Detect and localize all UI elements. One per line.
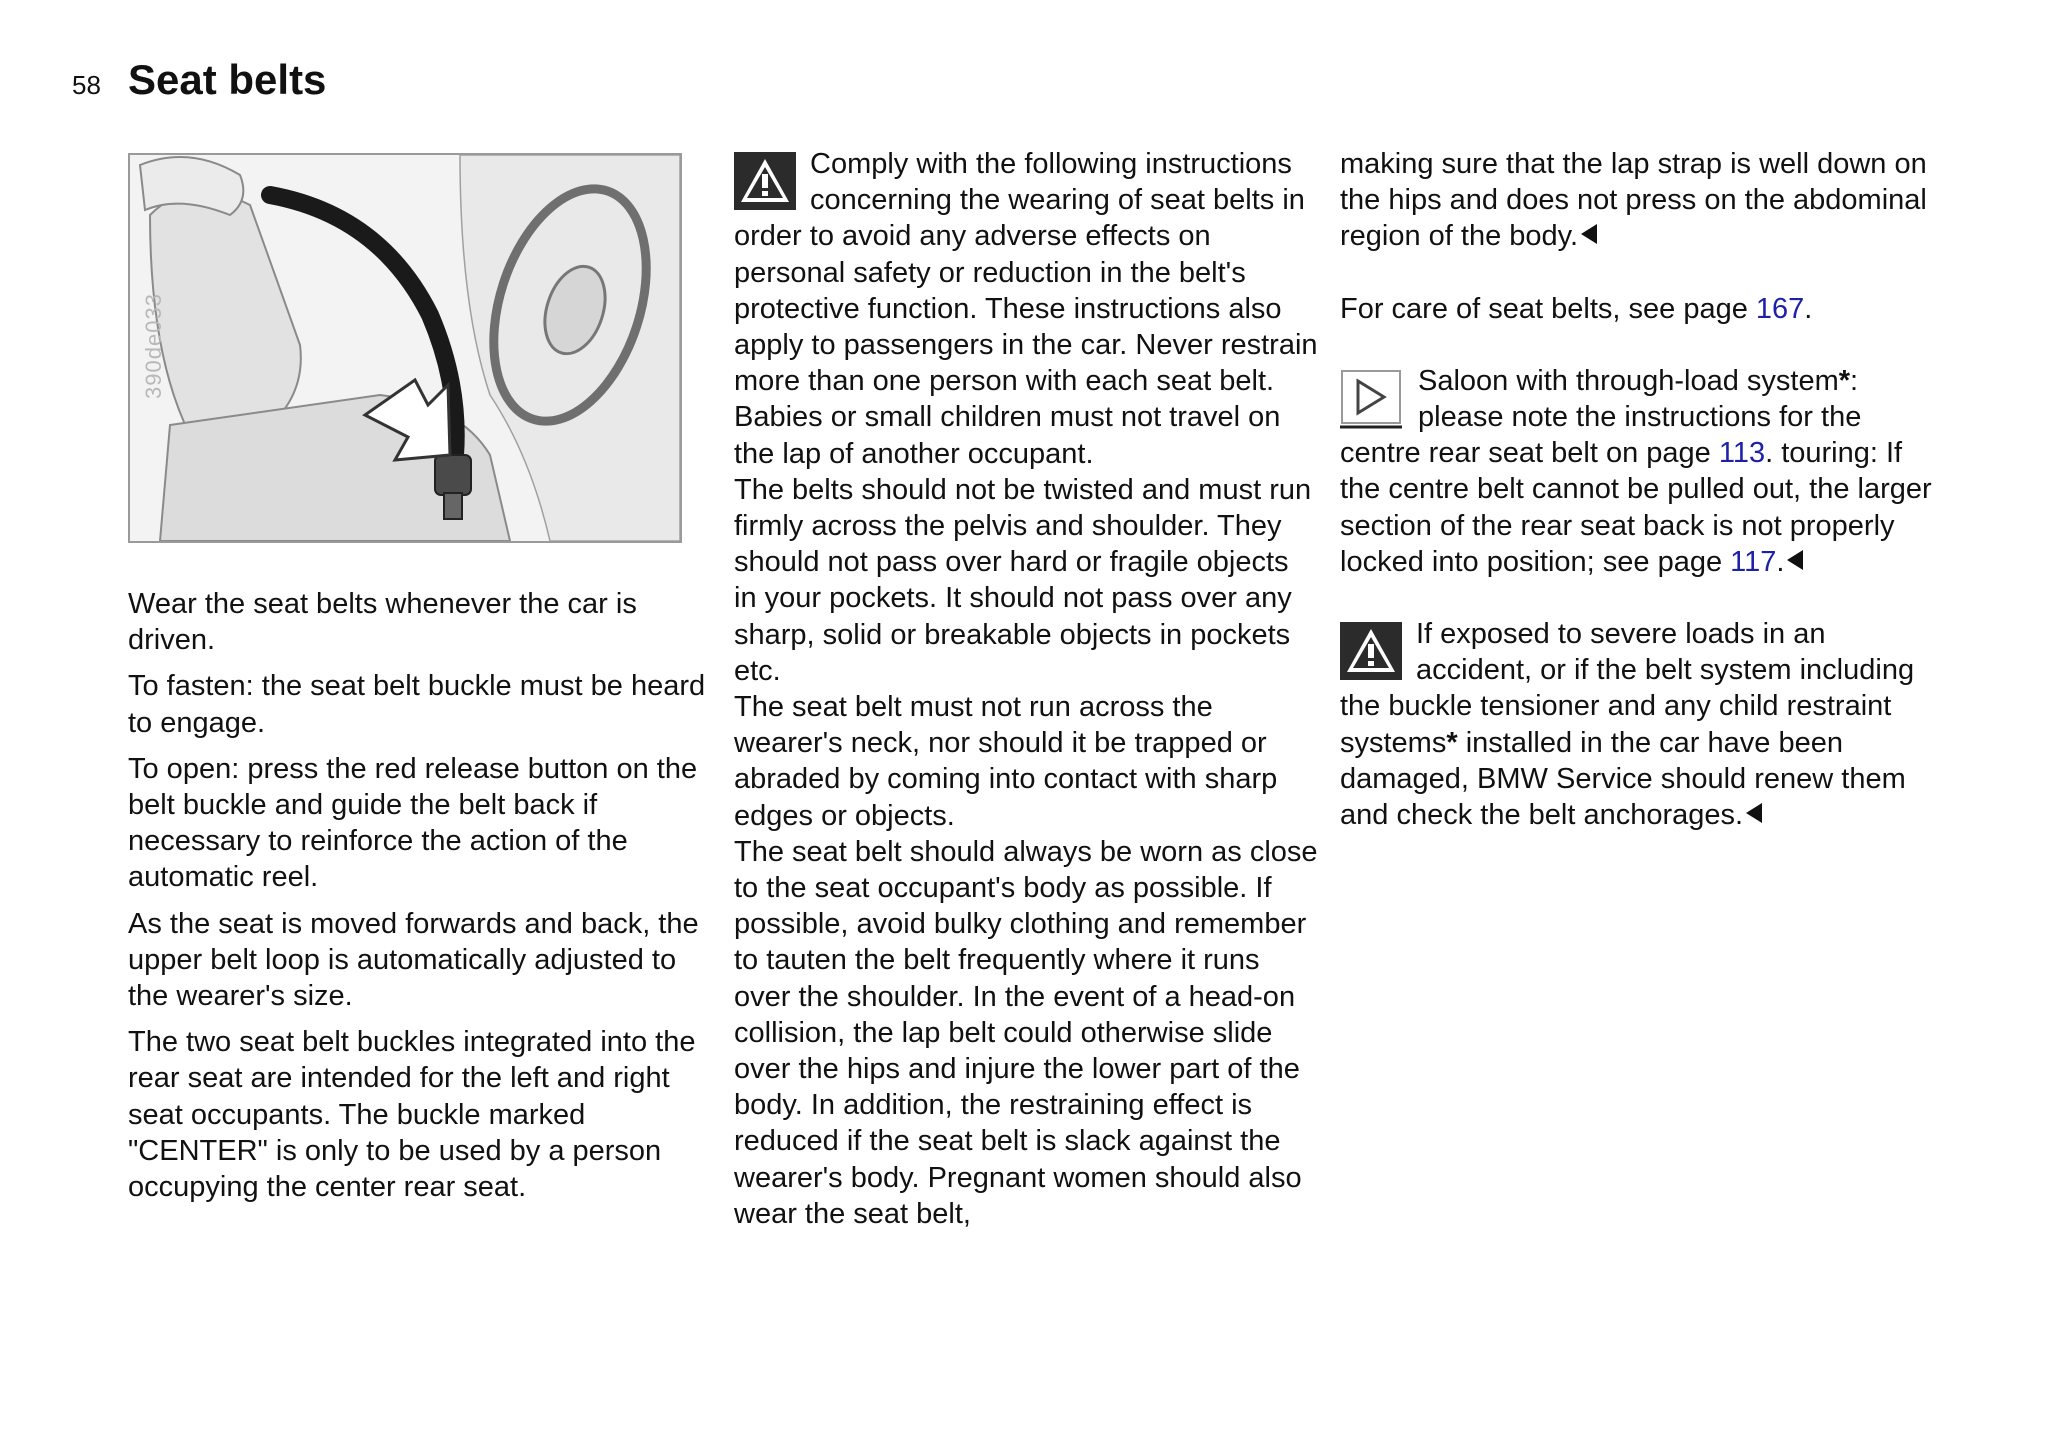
note-page-link-2[interactable]: 117 — [1730, 545, 1777, 578]
end-of-section-icon — [1581, 224, 1597, 244]
paragraph-wear: Wear the seat belts whenever the car is driven. — [128, 588, 637, 657]
warning-severe-suffix: installed in the car have been damaged, BMW Service should renew them and check the belt anchorages. — [1340, 726, 1906, 832]
care-text: For care of seat belts, see page — [1340, 292, 1756, 325]
seat-belt-illustration — [128, 153, 682, 543]
warning-asterisk: * — [1446, 726, 1458, 759]
end-of-section-icon — [1787, 550, 1803, 570]
care-suffix: . — [1804, 292, 1813, 325]
paragraph-belts-twisted: The belts should not be twisted and must run firmly across the pelvis and shoulder. They should not pass over hard or fragile objects in your pockets. It should not pass over any sharp, solid or breakable objects in pockets etc. — [734, 473, 1312, 687]
warning-severe-loads — [1340, 616, 1940, 833]
left-column — [128, 586, 708, 1215]
paragraph-belt-close: The seat belt should always be worn as close to the seat occupant's body as possible. If possible, avoid bulky clothing and remember to tauten the belt frequently where it runs over the shoulder. In the event of a head-on collision, the lap belt could otherwise slide over the hips and injure the lower part of the body. In addition, the restraining effect is reduced if the seat belt is slack against the wearer's body. Pregnant women should also wear the seat belt, — [734, 835, 1318, 1230]
warning-icon — [734, 152, 796, 210]
note-body-touring: . touring: If the centre belt cannot be pulled out, the larger section of the rear seat back is not properly locked into position; see page — [1340, 437, 1932, 578]
warning-seatbelt-instructions: Comply with the following instructions concerning the wearing of seat belts in order to avoid any adverse effects on personal safety or reduction in the belt's protective function. These instructions also apply to passengers in the car. Never restrain more than one person with each seat belt. Babies or small children must not travel on the lap of another occupant. — [734, 148, 1318, 470]
note-page-link[interactable]: 113 — [1718, 437, 1766, 470]
note-through-load — [1340, 363, 1940, 580]
lap-strap-text: making sure that the lap strap is well down on the hips and does not press on the abdominal region of the body. — [1340, 148, 1927, 253]
note-lead: Saloon with through-load system — [1418, 364, 1839, 397]
paragraph-care — [1340, 291, 1940, 327]
middle-column — [734, 146, 1319, 1232]
page-number: 58 — [72, 70, 101, 100]
care-page-link[interactable]: 167 — [1755, 292, 1805, 325]
note-asterisk: * — [1838, 364, 1851, 397]
note-body: please note the instructions for the centre rear seat belt on page — [1340, 401, 1862, 470]
right-column — [1340, 146, 1940, 833]
paragraph-open: To open: press the red release button on the belt buckle and guide the belt back if necessary to reinforce the action of the automatic reel. — [128, 752, 698, 894]
paragraph-lap-strap — [1340, 146, 1940, 255]
warning-severe-text: If exposed to severe loads in an accident, or if the belt system including the buckle tensioner and any child restraint systems — [1340, 618, 1915, 759]
note-arrow-icon — [1340, 369, 1404, 429]
seat-belt-drawing — [130, 155, 680, 541]
note-colon: : — [1850, 364, 1859, 397]
paragraph-fasten: To fasten: the seat belt buckle must be heard to engage. — [128, 670, 706, 739]
end-of-section-icon — [1746, 803, 1762, 823]
note-end: . — [1776, 545, 1785, 578]
paragraph-rear-buckles: The two seat belt buckles integrated into the rear seat are intended for the left and right seat occupants. The buckle marked "CENTER" is only to be used by a person occupying the center rear seat. — [128, 1026, 696, 1204]
paragraph-belt-neck: The seat belt must not run across the wearer's neck, nor should it be trapped or abraded by coming into contact with sharp edges or objects. — [734, 691, 1278, 832]
page-title: Seat belts — [128, 56, 327, 103]
figure-code: 390de033 — [141, 293, 166, 399]
warning-icon — [1340, 622, 1402, 680]
paragraph-seat-moved: As the seat is moved forwards and back, the upper belt loop is automatically adjusted to the wearer's size. — [128, 907, 699, 1013]
